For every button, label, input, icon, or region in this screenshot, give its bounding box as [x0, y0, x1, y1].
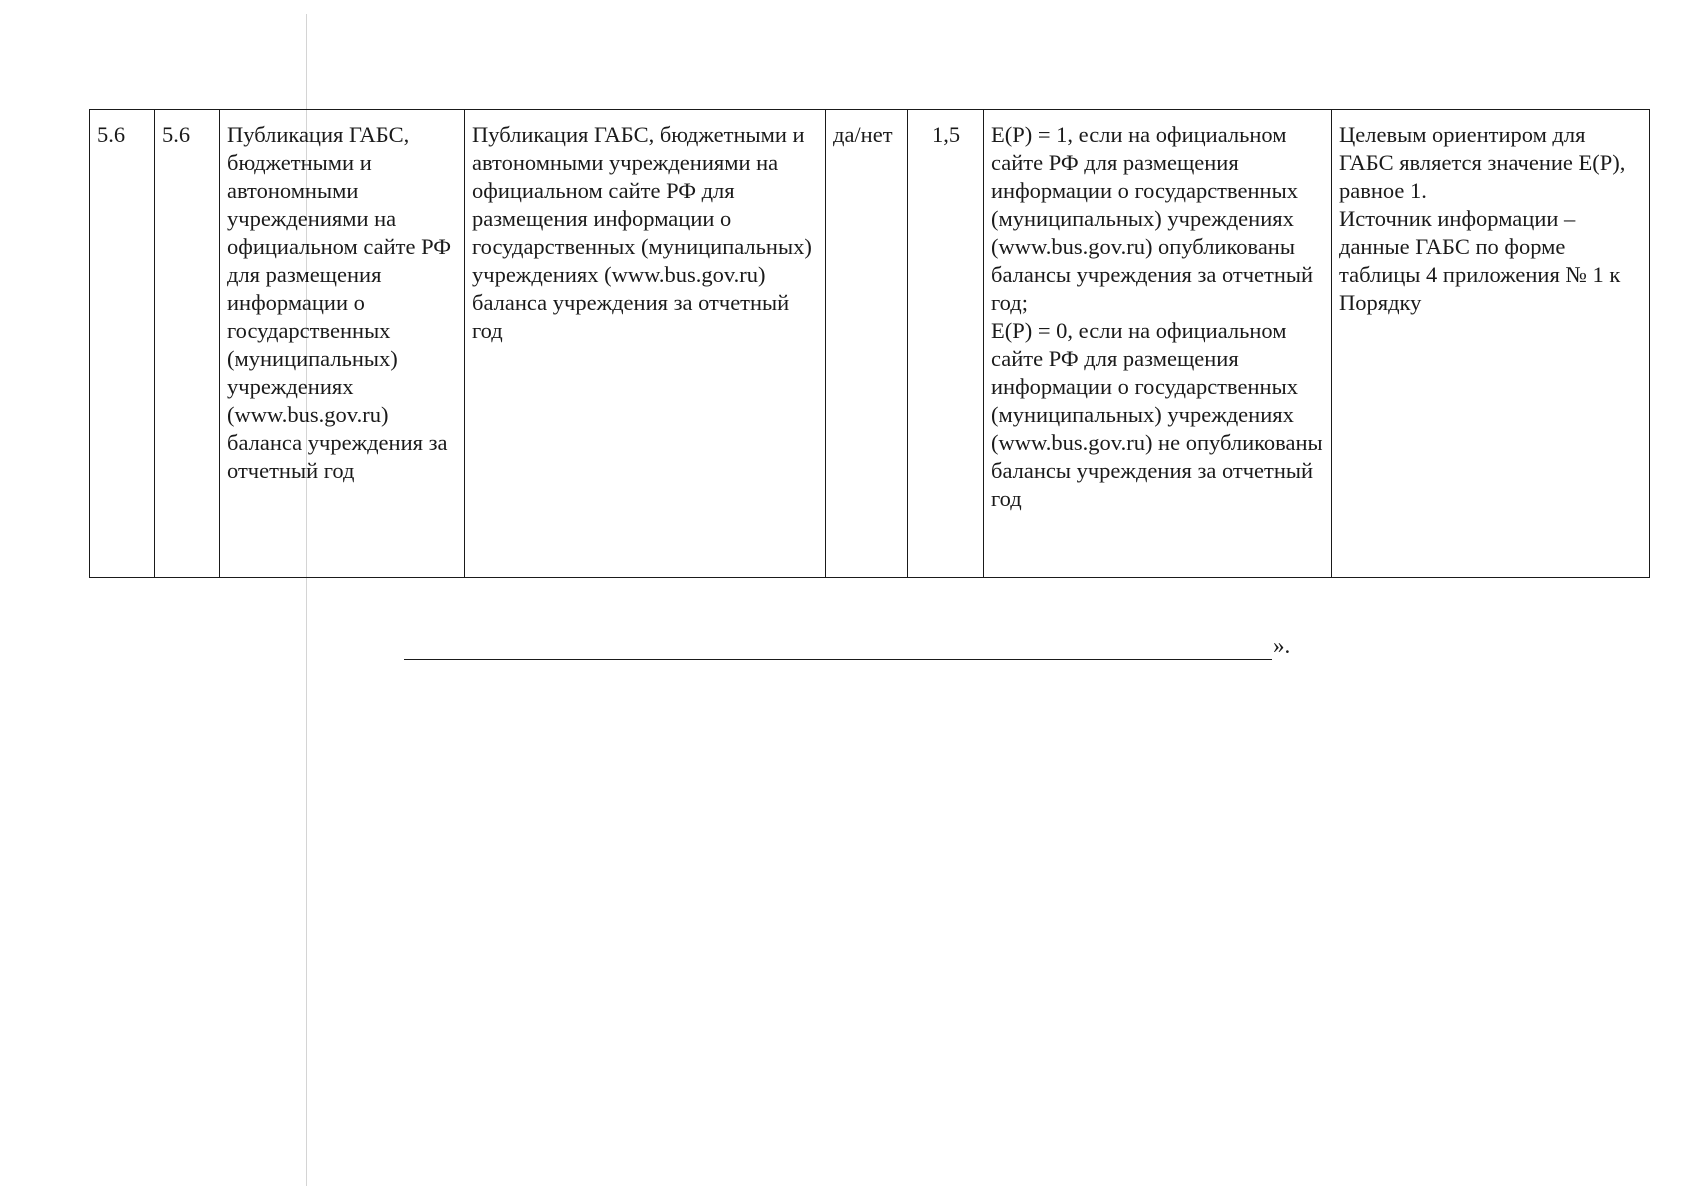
- closing-underline: [404, 659, 1272, 660]
- cell-unit: да/нет: [826, 110, 908, 578]
- indicator-table: [89, 109, 1650, 578]
- cell-formula: E(P) = 1, если на официальном сайте РФ для размещения информации о государственных (муниципальных) учреждениях (www.bus.gov.ru) опубликованы балансы учреждения за отчетный год; E(P) = 0, если на официальном сайте РФ для размещения информации о государственных (муниципальных) учреждениях (www.bus.gov.ru) не опубликованы балансы учреждения за отчетный год: [984, 110, 1332, 578]
- closing-mark: [404, 631, 1290, 661]
- closing-quote: ».: [1273, 633, 1291, 658]
- table-row: [90, 110, 1650, 578]
- cell-indicator-name: Публикация ГАБС, бюджетными и автономными учреждениями на официальном сайте РФ для размещения информации о государственных (муниципальных) учреждениях (www.bus.gov.ru) баланса учреждения за отчетный год: [220, 110, 465, 578]
- cell-number-a: 5.6: [90, 110, 155, 578]
- cell-indicator-description: Публикация ГАБС, бюджетными и автономными учреждениями на официальном сайте РФ для размещения информации о государственных (муниципальных) учреждениях (www.bus.gov.ru) баланса учреждения за отчетный год: [465, 110, 826, 578]
- cell-number-b: 5.6: [155, 110, 220, 578]
- cell-target: Целевым ориентиром для ГАБС является значение E(P), равное 1. Источник информации – данные ГАБС по форме таблицы 4 приложения № 1 к Порядку: [1332, 110, 1650, 578]
- cell-weight: 1,5: [908, 110, 984, 578]
